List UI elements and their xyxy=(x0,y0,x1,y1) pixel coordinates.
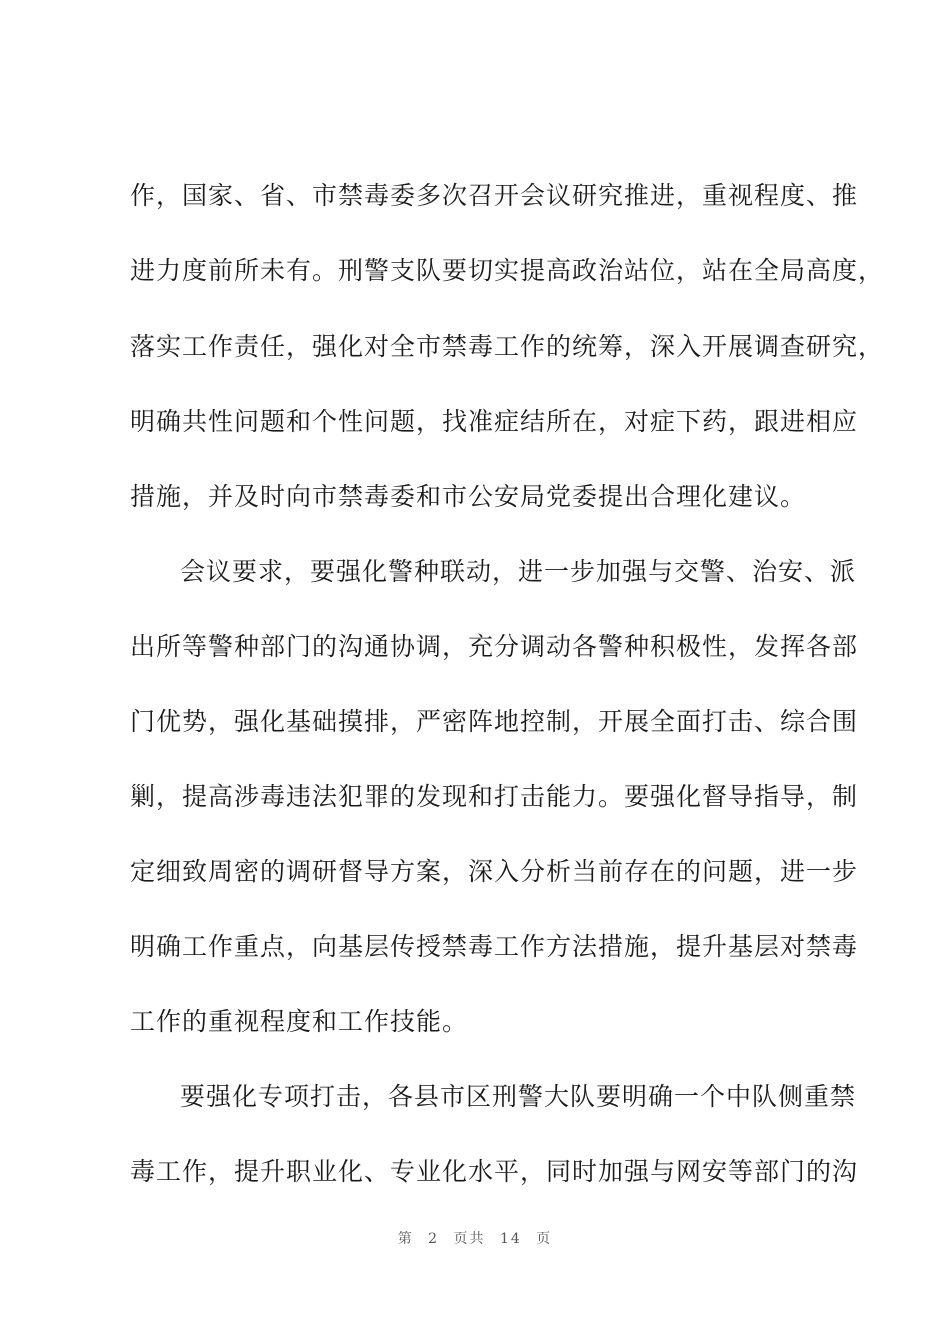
text-line: 门优势，强化基础摸排，严密阵地控制，开展全面打击、综合围 xyxy=(130,707,859,736)
text-line: 进力度前所未有。刑警支队要切实提高政治站位，站在全局高度， xyxy=(130,256,885,285)
current-page-number: 2 xyxy=(428,1231,440,1247)
text-line: 措施，并及时向市禁毒委和市公安局党委提出合理化建议。 xyxy=(130,482,807,511)
footer-suffix: 页 xyxy=(536,1231,553,1247)
footer-prefix: 第 xyxy=(397,1231,414,1247)
text-line: 出所等警种部门的沟通协调，充分调动各警种积极性，发挥各部 xyxy=(130,632,859,661)
text-line: 作，国家、省、市禁毒委多次召开会议研究推进，重视程度、推 xyxy=(130,181,859,210)
text-line: 定细致周密的调研督导方案，深入分析当前存在的问题，进一步 xyxy=(130,857,859,886)
text-line: 工作的重视程度和工作技能。 xyxy=(130,1007,469,1036)
paragraph-first-line: 要强化专项打击，各县市区刑警大队要明确一个中队侧重禁 xyxy=(180,1082,857,1111)
text-line: 明确共性问题和个性问题，找准症结所在，对症下药，跟进相应 xyxy=(130,407,859,436)
text-line: 剿，提高涉毒违法犯罪的发现和打击能力。要强化督导指导，制 xyxy=(130,782,859,811)
page-footer xyxy=(0,1228,950,1248)
paragraph-first-line: 会议要求，要强化警种联动，进一步加强与交警、治安、派 xyxy=(180,557,857,586)
total-page-count: 14 xyxy=(500,1231,522,1247)
footer-middle: 页共 xyxy=(453,1231,486,1247)
text-line: 明确工作重点，向基层传授禁毒工作方法措施，提升基层对禁毒 xyxy=(130,932,859,961)
text-line: 毒工作，提升职业化、专业化水平，同时加强与网安等部门的沟 xyxy=(130,1157,859,1186)
text-line: 落实工作责任，强化对全市禁毒工作的统筹，深入开展调查研究， xyxy=(130,332,885,361)
